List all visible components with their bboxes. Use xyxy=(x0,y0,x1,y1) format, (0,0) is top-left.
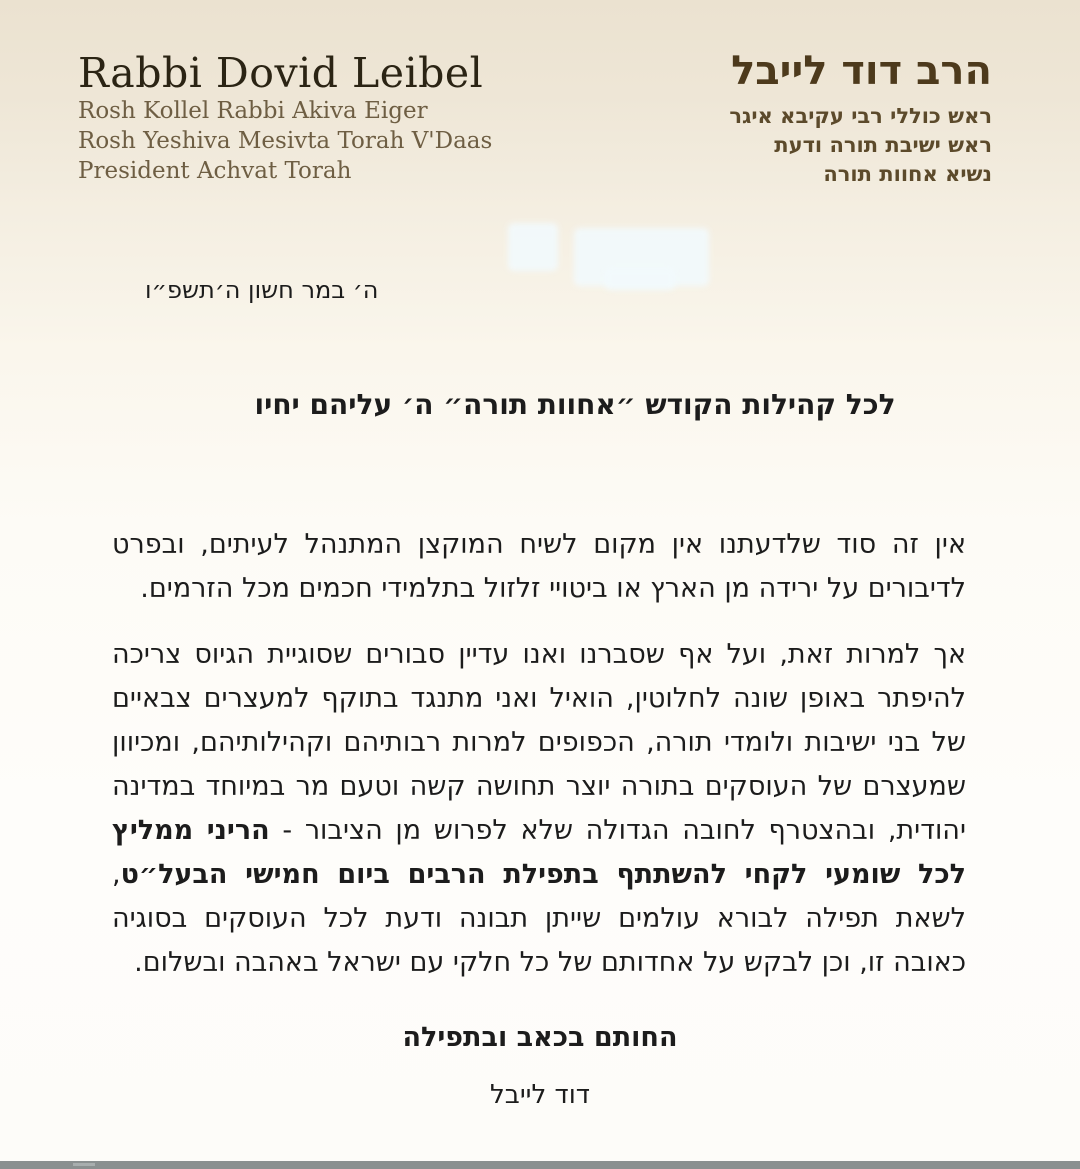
paragraph-2-regular-end: , לשאת תפילה לבורא עולמים שייתן תבונה ודעת לכל העוסקים בסוגיה כאובה זו, וכן לבקש על אחדותם של כל חלקי עם ישראל באהבה ובשלום. xyxy=(112,859,966,978)
signature: דוד לייבל xyxy=(490,1080,590,1110)
paragraph-2-regular-start: אך למרות זאת, ועל אף שסברנו ואנו עדיין סבורים שסוגיית הגיוס צריכה להיפתר באופן שונה לחלוטין, הואיל ואני מתנגד בתוקף למעצרים צבאיים של בני ישיבות ולומדי תורה, הכפופים למרות רבותיהם וקהילותיהם, ומכיוון שמעצרם של העוסקים בתורה יוצר תחושה קשה וטעם מר במיוחד במדינה יהודית, ובהצטרף לחובה הגדולה שלא לפרוש מן הציבור - xyxy=(112,639,966,846)
english-title-line-1: Rosh Kollel Rabbi Akiva Eiger xyxy=(78,98,428,124)
letterhead-hebrew xyxy=(729,48,992,189)
date-line: ה׳ במר חשון ה׳תשפ״ו xyxy=(145,276,379,304)
english-title-line-2: Rosh Yeshiva Mesivta Torah V'Daas xyxy=(78,128,493,154)
hebrew-title-line-2: ראש ישיבת תורה ודעת xyxy=(774,133,992,157)
whiteout-patch xyxy=(508,223,558,271)
closing-line: החותם בכאב ובתפילה xyxy=(402,1022,678,1053)
hebrew-title-line-3: נשיא אחוות תורה xyxy=(823,162,992,186)
paragraph-2 xyxy=(112,633,966,985)
hebrew-title-line-1: ראש כוללי רבי עקיבא איגר xyxy=(729,104,992,128)
hebrew-name: הרב דוד לייבל xyxy=(731,48,992,94)
english-name: Rabbi Dovid Leibel xyxy=(78,49,484,97)
whiteout-patch xyxy=(605,268,675,290)
salutation: לכל קהילות הקודש ״אחוות תורה״ ה׳ עליהם יחיו xyxy=(254,388,896,421)
english-title-line-3: President Achvat Torah xyxy=(78,158,352,184)
bottom-edge-bar xyxy=(0,1161,1080,1169)
paragraph-2-bold: הריני ממליץ לכל שומעי לקחי להשתתף בתפילת הרבים ביום חמישי הבעל״ט xyxy=(112,815,966,890)
paragraph-1: אין זה סוד שלדעתנו אין מקום לשיח המוקצן המתנהל לעיתים, ובפרט לדיבורים על ירידה מן הארץ או ביטויי זלזול בתלמידי חכמים מכל הזרמים. xyxy=(112,529,966,604)
letterhead-english xyxy=(78,50,492,186)
bottom-bar-notch xyxy=(73,1163,95,1166)
